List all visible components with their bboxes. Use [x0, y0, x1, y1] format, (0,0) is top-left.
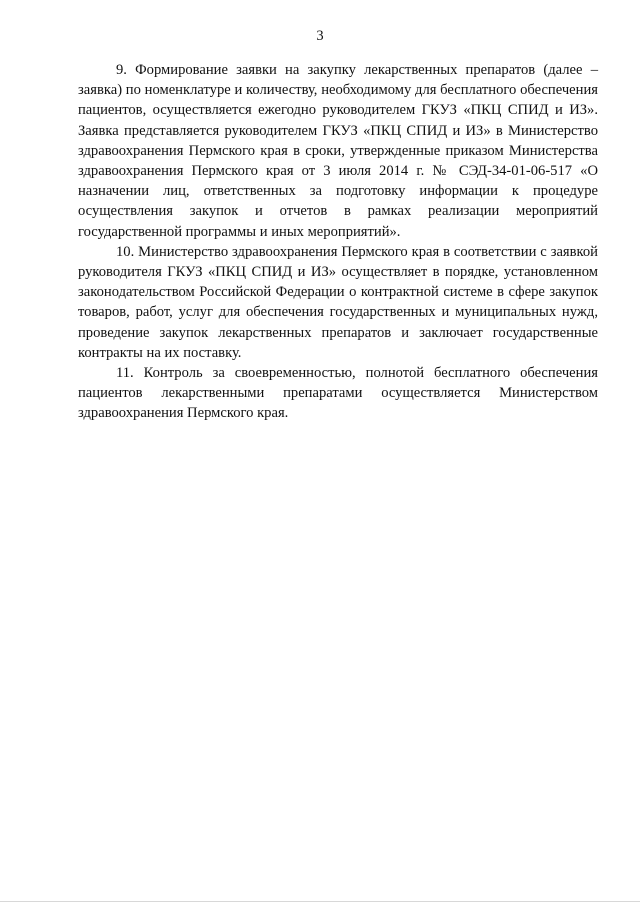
page-number: 3	[316, 28, 324, 44]
scan-edge-line	[0, 901, 640, 902]
paragraph-11: 11. Контроль за своевременностью, полнотой бесплатного обеспечения пациентов лекарственными препаратами осуществляется Министерством здравоохранения Пермского края.	[78, 365, 598, 422]
document-body	[78, 60, 598, 424]
paragraph-9: 9. Формирование заявки на закупку лекарственных препаратов (далее – заявка) по номенклатуре и количеству, необходимому для бесплатного обеспечения пациентов, осуществляется ежегодно руководителем ГКУЗ «ПКЦ СПИД и ИЗ». Заявка представляется руководителем ГКУЗ «ПКЦ СПИД и ИЗ» в Министерство здравоохранения Пермского края в сроки, утвержденные приказом Министерства здравоохранения Пермского края от 3 июля 2014 г. № СЭД-34-01-06-517 «О назначении лиц, ответственных за подготовку информации к процедуре осуществления закупок и отчетов в рамках реализации мероприятий государственной программы и иных мероприятий».	[78, 62, 598, 240]
paragraph-10: 10. Министерство здравоохранения Пермского края в соответствии с заявкой руководителя ГКУЗ «ПКЦ СПИД и ИЗ» осуществляет в порядке, установленном законодательством Российской Федерации о контрактной системе в сфере закупок товаров, работ, услуг для обеспечения государственных и муниципальных нужд, проведение закупок лекарственных препаратов и заключает государственные контракты на их поставку.	[78, 243, 598, 361]
